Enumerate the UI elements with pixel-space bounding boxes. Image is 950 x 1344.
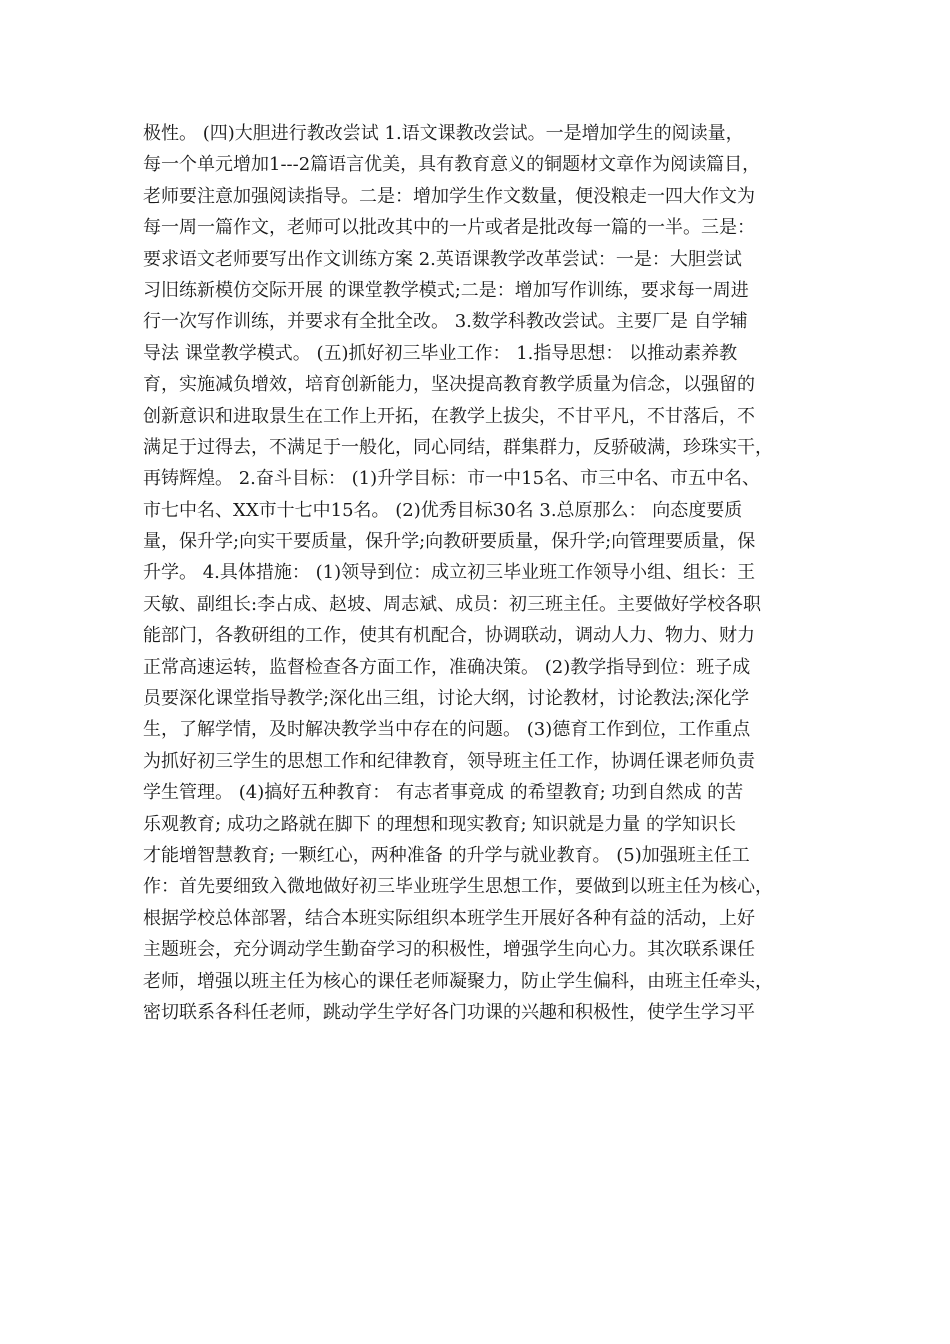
text-line-12: 再铸辉煌。 2.奋斗目标： (1)升学目标：市一中15名、市三中名、市五中名、 <box>143 468 761 490</box>
text-line-14: 量，保升学;向实干要质量，保升学;向教研要质量，保升学;向管理要质量，保 <box>143 531 756 553</box>
text-line-10: 创新意识和进取景生在工作上开拓，在教学上拔尖，不甘平凡，不甘落后，不 <box>143 405 755 427</box>
text-line-15: 升学。 4.具体措施： (1)领导到位：成立初三毕业班工作领导小组、组长：王 <box>143 562 756 584</box>
body-text <box>143 118 813 1028</box>
text-line-18: 正常高速运转，监督检查各方面工作，准确决策。 (2)教学指导到位：班子成 <box>143 656 751 678</box>
text-line-3: 老师要注意加强阅读指导。二是：增加学生作文数量，便没粮走一四大作文为 <box>143 185 755 207</box>
text-line-20: 生，了解学情，及时解决教学当中存在的问题。 (3)德育工作到位，工作重点 <box>143 719 751 741</box>
text-line-23: 乐观教育; 成功之路就在脚下 的理想和现实教育; 知识就是力量 的学知识长 <box>143 813 737 835</box>
text-line-9: 育，实施减负增效，培育创新能力，坚决提高教育教学质量为信念，以强留的 <box>143 374 755 396</box>
text-line-24: 才能增智慧教育; 一颗红心，两种准备 的升学与就业教育。 (5)加强班主任工 <box>143 844 750 866</box>
text-line-1: 极性。 (四)大胆进行教改尝试 1.语文课教改尝试。一是增加学生的阅读量， <box>143 123 744 144</box>
text-line-25: 作：首先要细致入微地做好初三毕业班学生思想工作，要做到以班主任为核心， <box>143 876 773 898</box>
text-line-19: 员要深化课堂指导教学;深化出三组，讨论大纲，讨论教材，讨论教法;深化学 <box>143 688 750 710</box>
text-line-2: 每一个单元增加1---2篇语言优美，具有教育意义的铜题材文章作为阅读篇目， <box>143 154 761 176</box>
text-line-5: 要求语文老师要写出作文训练方案 2.英语课教学改革尝试：一是：大胆尝试 <box>143 248 742 270</box>
text-line-27: 主题班会，充分调动学生勤奋学习的积极性，增强学生向心力。其次联系课任 <box>143 939 755 961</box>
text-line-28: 老师，增强以班主任为核心的课任老师凝聚力，防止学生偏科，由班主任牵头， <box>143 970 773 992</box>
text-line-4: 每一周一篇作文，老师可以批改其中的一片或者是批改每一篇的一半。三是： <box>143 217 755 239</box>
text-line-8: 导法 课堂教学模式。 (五)抓好初三毕业工作： 1.指导思想： 以推动素养教 <box>143 342 738 364</box>
text-line-26: 根据学校总体部署，结合本班实际组织本班学生开展好各种有益的活动，上好 <box>143 907 755 929</box>
text-line-29: 密切联系各科任老师，跳动学生学好各门功课的兴趣和积极性，使学生学习平 <box>143 1001 755 1023</box>
text-line-7: 行一次写作训练，并要求有全批全改。 3.数学科教改尝试。主要厂是 自学辅 <box>143 311 748 333</box>
text-line-17: 能部门，各教研组的工作，使其有机配合，协调联动，调动人力、物力、财力 <box>143 625 755 647</box>
text-line-22: 学生管理。 (4)搞好五种教育： 有志者事竟成 的希望教育; 功到自然成 的苦 <box>143 782 744 804</box>
text-line-16: 天敏、副组长:李占成、赵坡、周志斌、成员：初三班主任。主要做好学校各职 <box>143 593 762 615</box>
text-line-11: 满足于过得去，不满足于一般化，同心同结，群集群力，反骄破满，珍珠实干， <box>143 436 773 458</box>
text-line-21: 为抓好初三学生的思想工作和纪律教育，领导班主任工作，协调任课老师负责 <box>143 750 755 772</box>
text-line-6: 习旧练新模仿交际开展 的课堂教学模式;二是：增加写作训练，要求每一周进 <box>143 279 749 301</box>
text-line-13: 市七中名、XX市十七中15名。 (2)优秀目标30名 3.总原那么： 向态度要质 <box>143 499 743 521</box>
